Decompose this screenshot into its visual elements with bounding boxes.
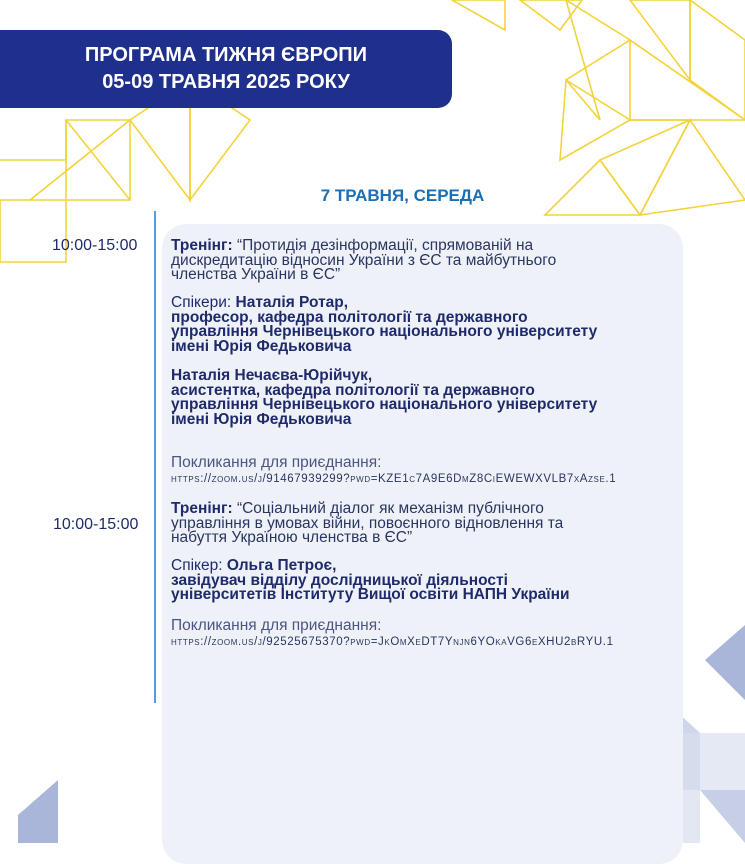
speaker-name: Ольга Петроє, xyxy=(226,557,337,574)
event-time: 10:00-15:00 xyxy=(53,516,139,533)
speaker-line: асистентка, кафедра політології та державного xyxy=(171,381,535,399)
speaker-line: управління Чернівецького національного університету xyxy=(171,323,598,340)
speakers-label: Спікер: xyxy=(171,557,223,574)
zoom-link[interactable]: https://zoom.us/j/92525675370?pwd=JkOmXeDT7Ynjn6YOkaVG6eXHU2bRYU.1 xyxy=(171,635,614,648)
event-topic xyxy=(171,502,681,546)
zoom-link[interactable]: https://zoom.us/j/91467939299?pwd=KZE1c7A9E6DmZ8CiEWEWXVLB7xAzse.1 xyxy=(171,472,617,485)
event-speaker xyxy=(171,369,681,427)
speaker-line: управління Чернівецького національного університету xyxy=(171,396,598,413)
event-speaker xyxy=(171,559,681,603)
event-type-label: Тренінг: xyxy=(171,500,233,517)
join-link-section xyxy=(171,456,681,486)
day-title: 7 ТРАВНЯ, СЕРЕДА xyxy=(320,186,485,205)
speakers-label: Спікери: xyxy=(171,294,232,311)
speaker-line: імені Юрія Федьковича xyxy=(171,410,352,428)
event-time: 10:00-15:00 xyxy=(52,237,138,254)
topic-line: “Протидія дезінформації, спрямованій на xyxy=(236,237,534,254)
speaker-line: завідувач відділу дослідницької діяльності xyxy=(171,571,508,589)
join-link-label: Покликання для приєднання: xyxy=(171,454,382,471)
join-link-section xyxy=(171,619,681,649)
event-speaker xyxy=(171,296,681,354)
speaker-name: Наталія Ротар, xyxy=(235,294,349,311)
topic-line: управління в умовах війни, повоєнного відновлення та xyxy=(171,514,564,532)
topic-line: “Соціальний діалог як механізм публічного xyxy=(236,500,544,517)
topic-line: набуття Україною членства в ЄС” xyxy=(171,529,413,546)
join-link-label: Покликання для приєднання: xyxy=(171,617,382,634)
event-topic xyxy=(171,239,681,283)
topic-line: членства України в ЄС” xyxy=(171,266,341,283)
program-header xyxy=(0,30,452,108)
header-title: ПРОГРАМА ТИЖНЯ ЄВРОПИ xyxy=(84,44,368,66)
speaker-line: професор, кафедра політології та державного xyxy=(171,308,528,326)
speaker-line: імені Юрія Федьковича xyxy=(171,337,352,355)
event-type-label: Тренінг: xyxy=(171,237,233,254)
speaker-line: Наталія Нечаєва-Юрійчук, xyxy=(171,367,373,384)
speaker-line: університетів Інституту Вищої освіти НАПН України xyxy=(171,586,570,603)
timeline-line xyxy=(154,211,156,703)
topic-line: дискредитацію відносин України з ЄС та майбутнього xyxy=(171,251,557,269)
header-dates: 05-09 ТРАВНЯ 2025 РОКУ xyxy=(102,71,350,93)
